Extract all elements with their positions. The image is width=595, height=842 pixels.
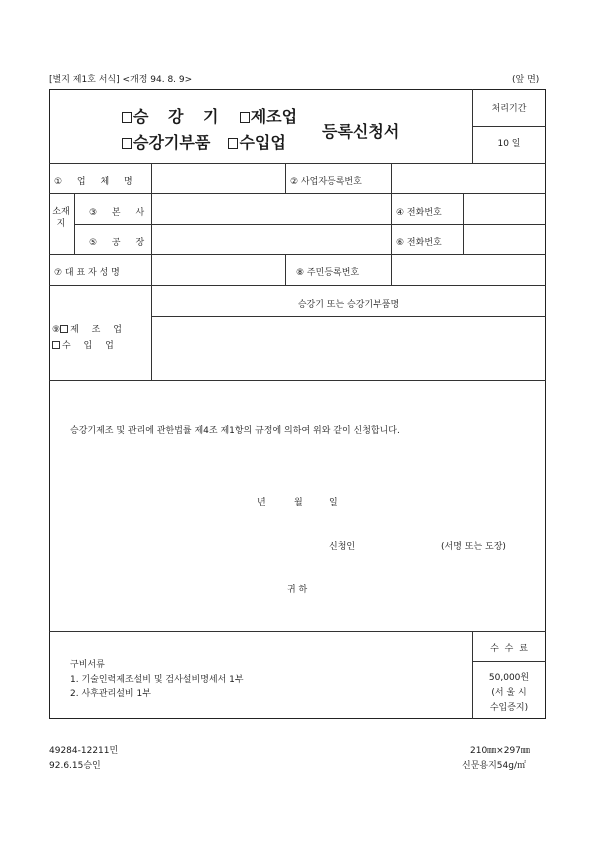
required-document-2: 2. 사후관리설비 1부 xyxy=(70,689,151,699)
application-statement: 승강기제조 및 관리에 관한법률 제4조 제1항의 규정에 의하여 위와 같이 신청합니다. xyxy=(70,426,400,436)
checkbox-elevator[interactable] xyxy=(122,112,132,123)
head-office-field[interactable] xyxy=(152,194,390,223)
title-option-import: 수입업 xyxy=(239,133,286,152)
recipient-label: 귀 하 xyxy=(287,585,308,595)
resident-reg-no-field[interactable] xyxy=(392,255,545,284)
label-head-office-phone: ④ 전화번호 xyxy=(396,208,442,218)
business-type-manufacturing xyxy=(52,322,122,335)
form-code: 49284-12211민 xyxy=(49,746,119,756)
divider xyxy=(391,193,392,254)
title-main: 등록신청서 xyxy=(322,122,400,141)
label-manufacturing: 제 조 업 xyxy=(70,325,122,335)
label-head-office: ③ 본 사 xyxy=(89,208,145,218)
divider xyxy=(74,193,75,254)
title-option-elevator: 승 강 기 xyxy=(133,107,226,126)
label-import: 수 입 업 xyxy=(62,341,114,351)
fee-stamp-line-1: (서 울 시 xyxy=(491,688,527,698)
title-option-manufacturing: 제조업 xyxy=(250,107,298,126)
checkbox-elevator-parts[interactable] xyxy=(122,138,132,149)
required-document-1: 1. 기술인력제조설비 및 검사설비명세서 1부 xyxy=(70,675,244,685)
product-name-field[interactable] xyxy=(152,317,545,379)
label-representative-name: ⑦ 대 표 자 성 명 xyxy=(54,268,120,278)
label-item-9: ⑨ xyxy=(52,325,61,335)
applicant-label: 신청인 xyxy=(329,542,356,552)
divider xyxy=(285,163,286,193)
date-day: 일 xyxy=(329,498,338,508)
fee-amount: 50,000원 xyxy=(488,673,530,683)
checkbox-type-manufacturing[interactable] xyxy=(60,325,68,333)
date-month: 월 xyxy=(294,498,303,508)
label-factory-phone: ⑥ 전화번호 xyxy=(396,238,442,248)
approval-date: 92.6.15승인 xyxy=(49,761,101,771)
title-line-1 xyxy=(122,104,297,127)
label-factory: ⑤ 공 장 xyxy=(89,238,145,248)
title-line-2 xyxy=(122,130,286,153)
factory-field[interactable] xyxy=(152,225,390,253)
divider xyxy=(49,285,546,286)
divider xyxy=(472,126,546,127)
label-business-reg-no: ② 사업자등록번호 xyxy=(290,177,362,187)
form-reference: [별지 제1호 서식] <개정 94. 8. 9> xyxy=(49,75,193,85)
date-year: 년 xyxy=(257,498,266,508)
processing-period-value: 10 일 xyxy=(497,139,521,149)
paper-size: 210㎜×297㎜ xyxy=(470,746,530,756)
processing-period-label: 처리기간 xyxy=(491,104,527,114)
divider xyxy=(49,380,546,381)
business-type-import xyxy=(52,338,114,351)
divider xyxy=(472,89,473,163)
product-name-header: 승강기 또는 승강기부품명 xyxy=(297,300,400,310)
fee-label: 수 수 료 xyxy=(490,644,528,654)
page-side-label: (앞 면) xyxy=(512,75,540,85)
divider xyxy=(472,661,546,662)
company-name-field[interactable] xyxy=(152,164,284,192)
title-option-elevator-parts: 승강기부품 xyxy=(133,133,211,152)
required-documents-title: 구비서류 xyxy=(70,660,105,670)
label-location: 소재지 xyxy=(52,207,70,229)
label-resident-reg-no: ⑧ 주민등록번호 xyxy=(296,268,360,278)
checkbox-manufacturing[interactable] xyxy=(240,112,250,123)
checkbox-type-import[interactable] xyxy=(52,341,60,349)
divider xyxy=(285,254,286,285)
fee-stamp-line-2: 수입증지) xyxy=(489,703,529,713)
paper-type: 신문용지54g/㎡ xyxy=(462,761,526,771)
business-reg-no-field[interactable] xyxy=(392,164,545,192)
head-office-phone-field[interactable] xyxy=(464,194,545,223)
factory-phone-field[interactable] xyxy=(464,225,545,253)
representative-name-field[interactable] xyxy=(152,255,284,284)
label-company-name: ① 업 체 명 xyxy=(54,177,133,187)
checkbox-import[interactable] xyxy=(228,138,238,149)
signature-label: (서명 또는 도장) xyxy=(441,542,506,552)
